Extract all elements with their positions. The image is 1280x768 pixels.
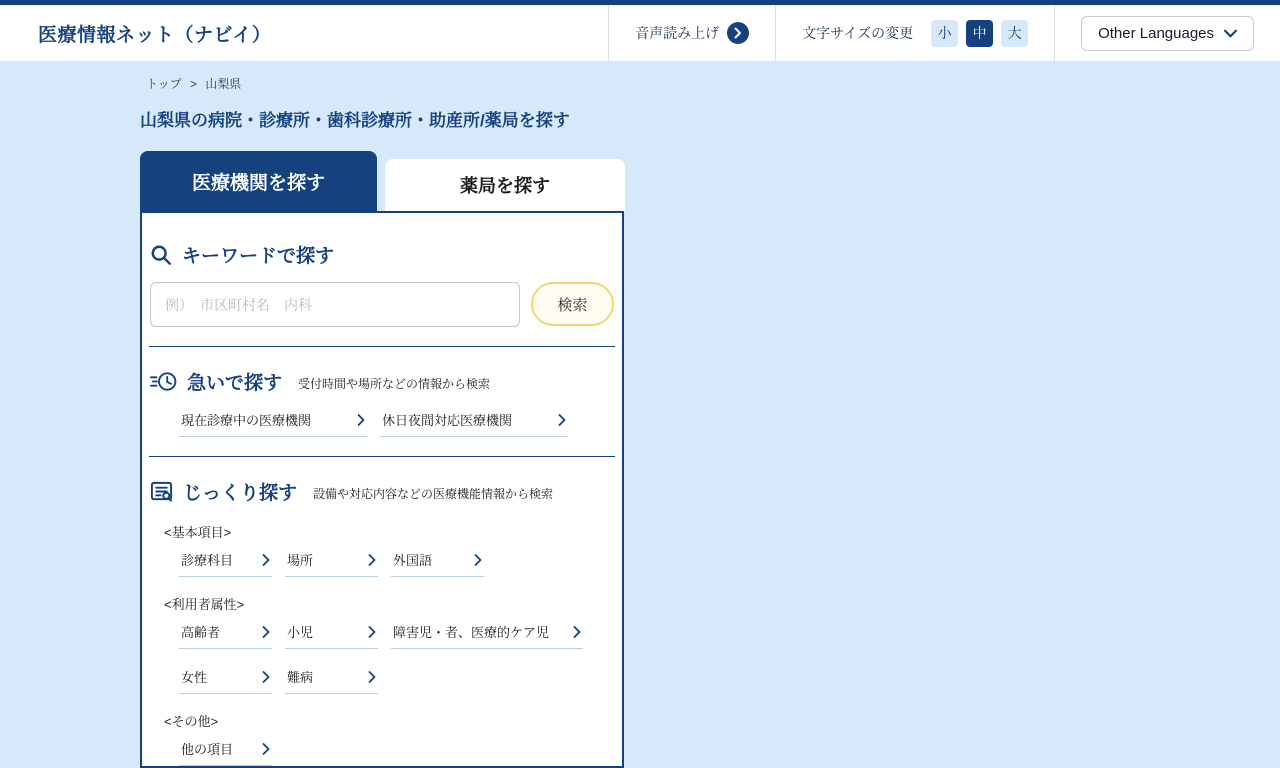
voice-readout-button[interactable]	[635, 22, 749, 44]
detail-section-header	[142, 478, 622, 505]
search-button[interactable]: 検索	[531, 282, 614, 326]
search-panel	[140, 211, 624, 768]
chevron-right-icon	[368, 671, 376, 683]
fontsize-medium-button[interactable]: 中	[966, 20, 993, 47]
voice-readout-label: 音声読み上げ	[635, 25, 720, 41]
search-tabs	[140, 151, 1280, 211]
detail-search-section	[142, 478, 622, 766]
link-women[interactable]	[179, 667, 272, 694]
chevron-right-icon	[474, 554, 482, 566]
link-currently-open[interactable]	[179, 410, 367, 437]
link-pediatric[interactable]	[285, 622, 378, 649]
basic-links-row	[179, 550, 631, 577]
chevron-right-icon	[368, 554, 376, 566]
link-holiday-night[interactable]	[380, 410, 568, 437]
link-label: 難病	[287, 670, 314, 685]
user-attribute-links-row	[179, 622, 631, 694]
fontsize-group	[775, 5, 1054, 61]
link-label: 女性	[181, 670, 208, 685]
chevron-right-icon	[558, 414, 566, 426]
group-label-other: <その他>	[164, 714, 219, 729]
link-label: 場所	[287, 553, 314, 568]
chevron-right-icon	[262, 626, 270, 638]
group-label-basic: <基本項目>	[164, 525, 232, 540]
language-selector[interactable]	[1081, 16, 1254, 51]
link-label: 高齢者	[181, 625, 221, 640]
site-logo[interactable]: 医療情報ネット（ナビイ）	[38, 24, 272, 46]
breadcrumb	[140, 62, 1280, 92]
keyword-section-title: キーワードで探す	[182, 246, 335, 267]
fontsize-label: 文字サイズの変更	[802, 25, 914, 41]
fontsize-small-button[interactable]: 小	[931, 20, 958, 47]
chevron-right-icon	[262, 743, 270, 755]
link-location[interactable]	[285, 550, 378, 577]
language-selector-label: Other Languages	[1098, 24, 1214, 42]
chevron-right-icon	[368, 626, 376, 638]
keyword-section-header	[142, 241, 622, 268]
quick-links-row	[179, 410, 631, 437]
link-label: 小児	[287, 625, 314, 640]
chevron-down-icon	[1224, 29, 1237, 38]
keyword-search-input[interactable]	[150, 282, 520, 327]
language-group	[1054, 5, 1280, 61]
divider	[149, 346, 615, 347]
breadcrumb-home[interactable]: トップ	[146, 77, 182, 91]
link-other-items[interactable]	[179, 739, 272, 766]
link-medical-department[interactable]	[179, 550, 272, 577]
site-header	[0, 0, 1280, 62]
link-label: 他の項目	[181, 742, 234, 757]
group-label-user-attributes: <利用者属性>	[164, 597, 245, 612]
keyword-section	[142, 213, 622, 327]
breadcrumb-current: 山梨県	[205, 77, 242, 91]
divider	[149, 456, 615, 457]
rushing-clock-icon	[150, 370, 177, 393]
quick-search-section	[142, 368, 622, 437]
link-disabled-medical-care[interactable]	[391, 622, 583, 649]
detail-section-subtitle: 設備や対応内容などの医療機能情報から検索	[313, 487, 554, 501]
tab-medical-institutions[interactable]: 医療機関を探す	[140, 151, 377, 211]
link-intractable-disease[interactable]	[285, 667, 378, 694]
link-label: 診療科目	[181, 553, 234, 568]
fontsize-large-button[interactable]: 大	[1001, 20, 1028, 47]
link-foreign-language[interactable]	[391, 550, 484, 577]
link-label: 外国語	[393, 553, 433, 568]
document-magnifier-icon	[150, 480, 173, 503]
main-content	[0, 62, 1280, 768]
keyword-search-row	[150, 282, 614, 327]
detail-section-title: じっくり探す	[183, 483, 298, 504]
quick-section-title: 急いで探す	[187, 373, 283, 394]
quick-section-subtitle: 受付時間や場所などの情報から検索	[298, 377, 491, 391]
chevron-right-icon	[262, 671, 270, 683]
tab-pharmacies[interactable]: 薬局を探す	[385, 159, 625, 211]
breadcrumb-separator: >	[189, 77, 197, 91]
link-label: 現在診療中の医療機関	[181, 413, 312, 428]
page-title: 山梨県の病院・診療所・歯科診療所・助産所/薬局を探す	[140, 111, 570, 130]
chevron-right-icon	[262, 554, 270, 566]
chevron-right-icon	[357, 414, 365, 426]
voice-readout-group	[608, 5, 775, 61]
link-label: 障害児・者、医療的ケア児	[393, 625, 550, 640]
link-elderly[interactable]	[179, 622, 272, 649]
link-label: 休日夜間対応医療機関	[382, 413, 513, 428]
chevron-right-icon	[573, 626, 581, 638]
quick-section-header	[142, 368, 622, 395]
chevron-right-circle-icon	[727, 22, 749, 44]
other-links-row	[179, 739, 631, 766]
search-icon	[150, 244, 172, 266]
